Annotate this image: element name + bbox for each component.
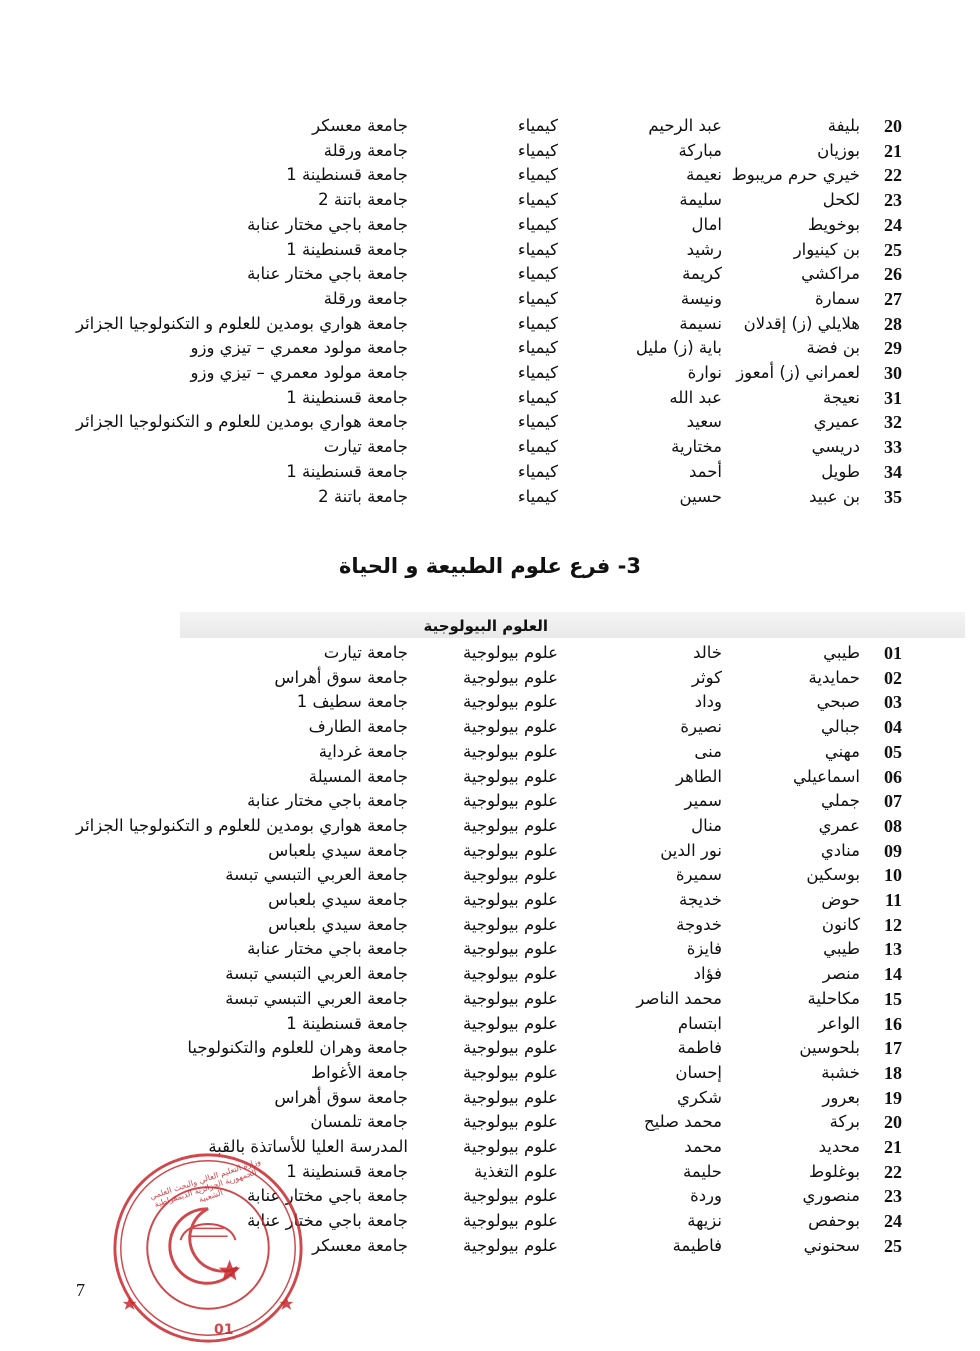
row-number: 02	[884, 667, 902, 688]
table-row	[0, 460, 980, 484]
table-row	[0, 1036, 980, 1060]
specialty: كيمياء	[517, 338, 558, 358]
specialty: علوم بيولوجية	[463, 1137, 558, 1156]
first-name: فايزة	[686, 939, 722, 959]
first-name: منى	[694, 741, 722, 761]
row-number: 24	[884, 1211, 902, 1232]
last-name: طويل	[821, 461, 860, 481]
table-row	[0, 888, 980, 912]
specialty: علوم بيولوجية	[463, 1112, 558, 1132]
first-name: كوثر	[691, 667, 722, 687]
specialty: علوم بيولوجية	[463, 1062, 558, 1082]
row-number: 22	[884, 165, 902, 186]
page-number: 7	[76, 1280, 85, 1300]
row-number: 26	[884, 264, 902, 285]
last-name: بليفة	[827, 116, 860, 135]
first-name: سمير	[684, 791, 722, 811]
last-name: لعمراني (ز) أمعوز	[736, 363, 860, 382]
university: جامعة قسنطينة 1	[286, 1161, 408, 1181]
table-row	[0, 435, 980, 459]
first-name: الطاهر	[676, 766, 722, 786]
row-number: 12	[884, 914, 902, 935]
university: جامعة سطيف 1	[296, 692, 408, 712]
first-name: محمد الناصر	[636, 988, 722, 1008]
specialty: كيمياء	[517, 486, 558, 506]
university: المدرسة العليا للأساتذة بالقبة	[208, 1137, 408, 1156]
university: جامعة قسنطينة 1	[286, 1013, 408, 1033]
first-name: ابتسام	[677, 1013, 722, 1033]
table-row	[0, 114, 980, 138]
table-row	[0, 913, 980, 937]
table-row	[0, 485, 980, 509]
specialty: علوم بيولوجية	[463, 840, 558, 860]
row-number: 25	[884, 239, 902, 260]
row-number: 15	[884, 988, 902, 1009]
specialty: علوم بيولوجية	[463, 667, 558, 687]
last-name: طيبي	[823, 939, 860, 959]
university: جامعة باتنة 2	[318, 190, 408, 210]
table-row	[0, 410, 980, 434]
row-number: 20	[884, 116, 902, 136]
university: جامعة مولود معمري – تيزي وزو	[190, 338, 408, 358]
first-name: خالد	[693, 643, 722, 662]
table-row	[0, 386, 980, 410]
table-row	[0, 287, 980, 311]
university: جامعة الأغواط	[310, 1062, 408, 1082]
university: جامعة قسنطينة 1	[286, 387, 408, 407]
table-row	[0, 1012, 980, 1036]
university: جامعة قسنطينة 1	[286, 239, 408, 259]
table-row	[0, 213, 980, 237]
university: جامعة تيارت	[323, 437, 408, 457]
first-name: نسيمة	[679, 313, 722, 333]
first-name: وداد	[694, 692, 722, 712]
first-name: حسين	[679, 486, 722, 506]
first-name: مباركة	[678, 140, 722, 160]
table-row	[0, 937, 980, 961]
table-row	[0, 987, 980, 1011]
last-name: جملي	[821, 791, 860, 811]
subheader-label: العلوم البيولوجية	[423, 617, 548, 635]
specialty: كيمياء	[517, 140, 558, 160]
specialty: علوم بيولوجية	[463, 890, 558, 909]
university: جامعة سوق أهراس	[274, 667, 408, 687]
row-number: 23	[884, 190, 902, 211]
specialty: كيمياء	[517, 461, 558, 481]
university: جامعة معسكر	[312, 1235, 408, 1255]
university: جامعة ورقلة	[323, 140, 408, 160]
last-name: كانون	[821, 914, 860, 934]
university: جامعة قسنطينة 1	[286, 165, 408, 185]
first-name: فاطمة	[677, 1038, 722, 1058]
university: جامعة تيارت	[323, 643, 408, 662]
university: جامعة باجي مختار عنابة	[247, 214, 408, 234]
university: جامعة العربي التبسي تبسة	[225, 865, 408, 885]
specialty: علوم بيولوجية	[463, 766, 558, 786]
first-name: سليمة	[679, 190, 722, 210]
table-row	[0, 312, 980, 336]
specialty: كيمياء	[517, 239, 558, 259]
row-number: 13	[884, 939, 902, 960]
specialty: علوم بيولوجية	[463, 865, 558, 885]
specialty: علوم بيولوجية	[463, 1211, 558, 1231]
row-number: 19	[884, 1087, 902, 1108]
table-row	[0, 336, 980, 360]
specialty: علوم بيولوجية	[463, 1038, 558, 1058]
last-name: بوزيان	[817, 140, 860, 160]
specialty: علوم بيولوجية	[463, 964, 558, 984]
last-name: عميري	[813, 412, 860, 432]
specialty: علوم بيولوجية	[463, 717, 558, 737]
last-name: طيبي	[823, 643, 860, 662]
specialty: علوم بيولوجية	[463, 1013, 558, 1033]
specialty: علوم التغذية	[474, 1161, 558, 1181]
table-row	[0, 765, 980, 789]
row-number: 24	[884, 214, 902, 235]
last-name: نعيجة	[822, 387, 860, 407]
row-number: 05	[884, 741, 902, 762]
row-number: 31	[884, 387, 902, 408]
row-number: 22	[884, 1161, 902, 1182]
row-number: 29	[884, 338, 902, 359]
last-name: مهني	[824, 741, 860, 761]
table-row	[0, 715, 980, 739]
last-name: بن كينيوار	[793, 239, 860, 259]
first-name: محمد صليح	[643, 1112, 722, 1132]
last-name: بوحفص	[808, 1211, 860, 1231]
row-number: 07	[884, 791, 902, 812]
row-number: 08	[884, 815, 902, 836]
row-number: 21	[884, 140, 902, 161]
first-name: منال	[691, 815, 722, 835]
last-name: هلايلي (ز) إقدلان	[743, 313, 860, 333]
first-name: نصيرة	[680, 717, 722, 737]
university: جامعة غرداية	[318, 741, 408, 761]
table-row	[0, 262, 980, 286]
first-name: فؤاد	[693, 964, 722, 984]
row-number: 30	[884, 363, 902, 383]
last-name: منصر	[822, 964, 860, 984]
first-name: امال	[691, 214, 722, 234]
last-name: بعرور	[822, 1087, 860, 1107]
last-name: بن فضة	[806, 338, 860, 358]
stamp-number: 01	[214, 1322, 234, 1338]
last-name: بلحوسين	[799, 1038, 860, 1058]
university: جامعة معسكر	[312, 116, 408, 135]
university: جامعة باجي مختار عنابة	[247, 1186, 408, 1206]
first-name: نعيمة	[686, 165, 722, 185]
specialty: كيمياء	[517, 116, 558, 135]
table-row	[0, 789, 980, 813]
stamp-text: وزارة التعليم العالي والبحث العلمي - الجمهورية الجزائرية الديمقراطية الشعبية	[148, 1156, 263, 1210]
specialty: كيمياء	[517, 190, 558, 210]
university: جامعة باجي مختار عنابة	[247, 264, 408, 284]
row-number: 32	[884, 412, 902, 433]
table-row	[0, 641, 980, 665]
row-number: 18	[884, 1062, 902, 1083]
row-number: 35	[884, 486, 902, 507]
university: جامعة سيدي بلعباس	[268, 914, 408, 934]
university: جامعة باجي مختار عنابة	[247, 791, 408, 811]
specialty: علوم بيولوجية	[463, 791, 558, 811]
first-name: وردة	[690, 1186, 722, 1206]
first-name: كريمة	[682, 264, 722, 284]
last-name: بركة	[829, 1112, 860, 1132]
table-row	[0, 690, 980, 714]
last-name: بوخويط	[807, 214, 860, 234]
specialty: كيمياء	[517, 313, 558, 333]
specialty: كيمياء	[517, 165, 558, 185]
specialty: كيمياء	[517, 387, 558, 407]
first-name: محمد	[684, 1137, 722, 1156]
row-number: 06	[884, 766, 902, 787]
table-row	[0, 666, 980, 690]
university: جامعة المسيلة	[308, 766, 408, 786]
row-number: 23	[884, 1186, 902, 1207]
first-name: خدوجة	[676, 914, 722, 934]
first-name: حليمة	[682, 1161, 722, 1181]
last-name: مراكشي	[801, 264, 860, 284]
last-name: لكحل	[822, 190, 860, 210]
university: جامعة سوق أهراس	[274, 1087, 408, 1107]
specialty: علوم بيولوجية	[463, 692, 558, 712]
first-name: سميرة	[675, 865, 722, 885]
table-row	[0, 361, 980, 385]
specialty: كيمياء	[517, 214, 558, 234]
specialty: كيمياء	[517, 437, 558, 457]
row-number: 14	[884, 964, 902, 985]
university: جامعة العربي التبسي تبسة	[225, 964, 408, 984]
first-name: عبد الله	[669, 387, 722, 407]
university: جامعة هواري بومدين للعلوم و التكنولوجيا الجزائر	[75, 313, 408, 333]
specialty: علوم بيولوجية	[463, 741, 558, 761]
first-name: نوارة	[687, 363, 722, 382]
first-name: ونيسة	[680, 288, 722, 308]
university: جامعة تلمسان	[310, 1112, 408, 1132]
table-row	[0, 163, 980, 187]
university: جامعة قسنطينة 1	[286, 461, 408, 481]
specialty: علوم بيولوجية	[463, 1186, 558, 1206]
last-name: بوسكين	[806, 865, 860, 885]
table-row	[0, 839, 980, 863]
specialty: علوم بيولوجية	[463, 939, 558, 959]
last-name: خيري حرم مريبوط	[731, 165, 860, 185]
first-name: نزيهة	[687, 1211, 722, 1231]
row-number: 33	[884, 437, 902, 458]
row-number: 10	[884, 865, 902, 886]
university: جامعة سيدي بلعباس	[268, 890, 408, 909]
row-number: 25	[884, 1235, 902, 1256]
university: جامعة هواري بومدين للعلوم و التكنولوجيا الجزائر	[75, 815, 408, 835]
row-number: 28	[884, 313, 902, 334]
last-name: حوض	[821, 890, 860, 909]
university: جامعة باتنة 2	[318, 486, 408, 506]
specialty: علوم بيولوجية	[463, 1087, 558, 1107]
row-number: 20	[884, 1112, 902, 1133]
last-name: الواعر	[818, 1013, 860, 1033]
row-number: 27	[884, 288, 902, 309]
last-name: بوغلوط	[809, 1161, 860, 1181]
row-number: 21	[884, 1137, 902, 1157]
row-number: 09	[884, 840, 902, 861]
university: جامعة مولود معمري – تيزي وزو	[190, 363, 408, 382]
first-name: فاطيمة	[672, 1235, 722, 1255]
university: جامعة باجي مختار عنابة	[247, 1211, 408, 1231]
table-row	[0, 139, 980, 163]
specialty: علوم بيولوجية	[463, 988, 558, 1008]
table-row	[0, 188, 980, 212]
first-name: باية (ز) مليل	[635, 338, 722, 358]
first-name: أحمد	[689, 461, 722, 481]
first-name: سعيد	[686, 412, 722, 432]
first-name: خديجة	[679, 890, 722, 909]
table-row	[0, 1061, 980, 1085]
row-number: 16	[884, 1013, 902, 1034]
table-row	[0, 1110, 980, 1134]
specialty: كيمياء	[517, 363, 558, 382]
last-name: دريسي	[811, 437, 860, 457]
last-name: مكاحلية	[807, 988, 860, 1008]
university: جامعة هواري بومدين للعلوم و التكنولوجيا الجزائر	[75, 412, 408, 432]
table-row	[0, 1086, 980, 1110]
last-name: عمري	[818, 815, 860, 835]
table-row	[0, 962, 980, 986]
university: جامعة الطارف	[308, 717, 408, 737]
first-name: إحسان	[675, 1062, 722, 1082]
last-name: خشبة	[821, 1062, 860, 1082]
section-title: 3- فرع علوم الطبيعة و الحياة	[339, 554, 641, 578]
row-number: 17	[884, 1038, 902, 1059]
specialty: كيمياء	[517, 412, 558, 432]
table-row	[0, 238, 980, 262]
row-number: 34	[884, 461, 902, 482]
last-name: سحنوني	[803, 1235, 860, 1255]
last-name: منصوري	[802, 1186, 860, 1206]
university: جامعة العربي التبسي تبسة	[225, 988, 408, 1008]
first-name: مختارية	[671, 437, 722, 457]
table-row	[0, 814, 980, 838]
university: جامعة ورقلة	[323, 288, 408, 308]
specialty: كيمياء	[517, 264, 558, 284]
last-name: اسماعيلي	[792, 766, 860, 786]
row-number: 11	[884, 890, 902, 910]
specialty: علوم بيولوجية	[463, 815, 558, 835]
last-name: جبالي	[821, 717, 860, 737]
last-name: منادي	[820, 840, 860, 860]
last-name: صبحي	[816, 692, 860, 712]
first-name: نور الدين	[660, 840, 722, 860]
last-name: سمارة	[814, 288, 860, 308]
last-name: حمايدية	[808, 667, 860, 687]
first-name: شكري	[677, 1087, 722, 1107]
specialty: علوم بيولوجية	[463, 643, 558, 662]
specialty: علوم بيولوجية	[463, 1235, 558, 1255]
specialty: علوم بيولوجية	[463, 914, 558, 934]
university: جامعة سيدي بلعباس	[268, 840, 408, 860]
last-name: محديد	[818, 1137, 860, 1156]
subheader-band	[180, 612, 965, 638]
row-number: 04	[884, 717, 902, 738]
university: جامعة باجي مختار عنابة	[247, 939, 408, 959]
row-number: 01	[884, 643, 902, 663]
table-row	[0, 863, 980, 887]
specialty: كيمياء	[517, 288, 558, 308]
row-number: 03	[884, 692, 902, 713]
first-name: رشيد	[686, 239, 722, 259]
table-row	[0, 740, 980, 764]
last-name: بن عبيد	[809, 486, 860, 506]
first-name: عبد الرحيم	[648, 116, 722, 135]
university: جامعة وهران للعلوم والتكنولوجيا	[187, 1038, 408, 1058]
